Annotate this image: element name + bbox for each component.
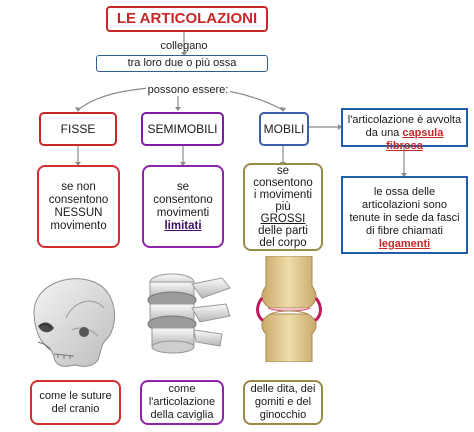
skull-image <box>14 270 122 370</box>
description-fisse-line: se non <box>61 180 96 193</box>
ligament-note-box <box>341 176 468 254</box>
description-fisse-line: consentono <box>48 193 109 206</box>
limitati-keyword: limitati <box>164 219 202 232</box>
example-semimobili: come l'articolazione della caviglia <box>140 380 224 425</box>
subject-box: tra loro due o più ossa <box>96 55 268 72</box>
description-semimobili-line: se <box>176 180 190 193</box>
example-fisse: come le suture del cranio <box>30 380 121 425</box>
description-semimobili-line: consentono <box>153 193 213 206</box>
grossi-keyword: GROSSI <box>260 213 306 225</box>
ligament-note-text: le ossa delle articolazioni sono tenute in sede da fasci di fibre chiamati <box>349 186 460 237</box>
knee-joint-image <box>256 256 322 362</box>
description-mobili-line: più <box>275 201 291 213</box>
description-mobili-line: i movimenti <box>253 189 313 201</box>
description-mobili <box>243 163 323 251</box>
link-label-collegano: collegano <box>160 40 208 52</box>
description-fisse-line: movimento <box>50 219 107 232</box>
description-mobili-line: se <box>276 165 290 177</box>
description-fisse <box>37 165 120 248</box>
capsule-note-text: l'articolazione è avvolta da una <box>347 114 462 139</box>
category-fisse: FISSE <box>39 112 117 146</box>
page-title: LE ARTICOLAZIONI <box>106 6 268 32</box>
category-semimobili: SEMIMOBILI <box>141 112 224 146</box>
description-mobili-line: consentono <box>253 177 313 189</box>
legamenti-link[interactable]: legamenti <box>378 238 431 250</box>
link-label-possono: possono essere: <box>147 84 229 96</box>
category-mobili: MOBILI <box>259 112 309 146</box>
description-mobili-line: del corpo <box>259 237 307 249</box>
description-fisse-line: NESSUN <box>54 206 103 219</box>
capsula-fibrosa-link[interactable]: capsula fibrosa <box>386 127 444 152</box>
capsule-note-box <box>341 108 468 152</box>
vertebrae-image <box>142 270 234 358</box>
description-semimobili-line: movimenti <box>156 206 210 219</box>
description-mobili-line: delle parti <box>258 225 308 237</box>
description-semimobili <box>142 165 224 248</box>
example-mobili: delle dita, dei gomiti e del ginocchio <box>243 380 323 425</box>
